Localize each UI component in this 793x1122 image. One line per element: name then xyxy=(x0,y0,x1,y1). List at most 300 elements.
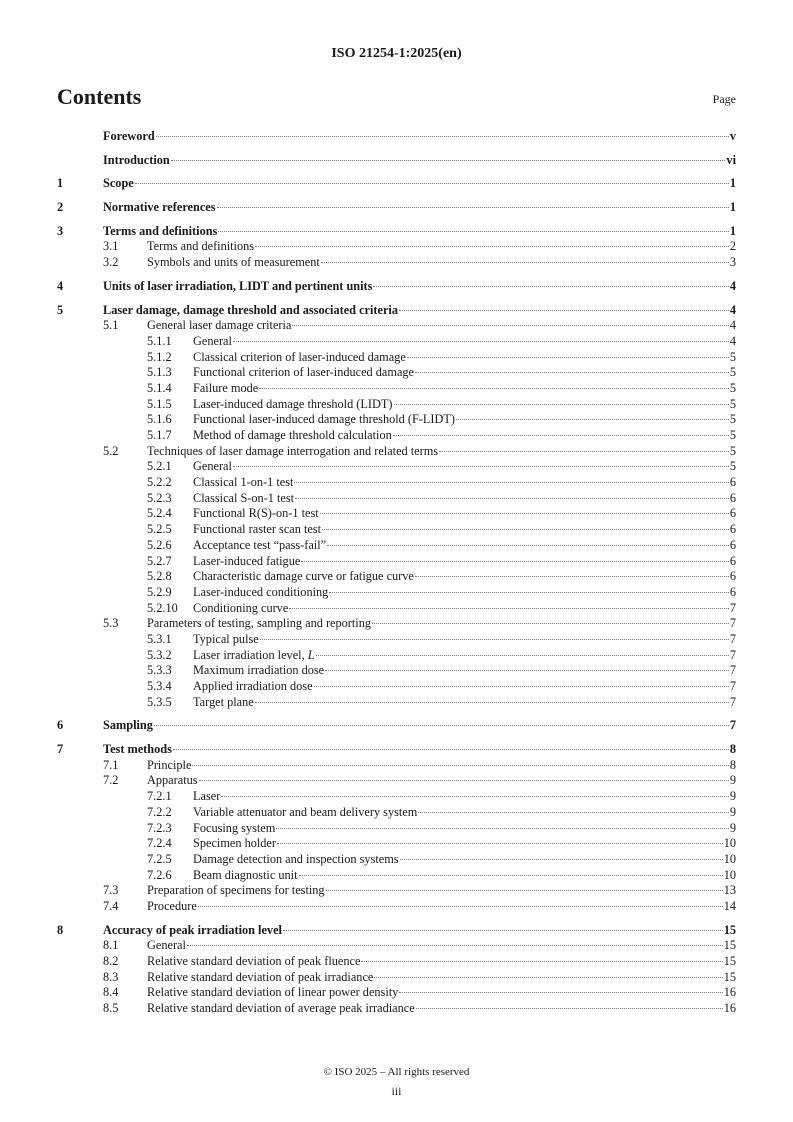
toc-entry-page: 5 xyxy=(729,380,736,395)
toc-entry-number: 7.2.4 xyxy=(147,836,172,851)
toc-entry-title-text: Laser-induced conditioning xyxy=(193,584,329,599)
toc-entry[interactable] xyxy=(57,318,736,334)
dot-leader xyxy=(325,670,729,671)
dot-leader xyxy=(295,498,729,499)
toc-entry-title-text: Relative standard deviation of peak fluence xyxy=(147,954,361,968)
toc-entry-number: 3.2 xyxy=(103,255,119,270)
toc-entry-page: 1 xyxy=(729,176,736,191)
toc-entry[interactable] xyxy=(57,129,736,145)
toc-entry-title xyxy=(147,899,197,915)
dot-leader xyxy=(289,608,729,609)
toc-entry-number: 5.2.2 xyxy=(147,475,172,490)
toc-entry-number: 8.3 xyxy=(103,969,119,984)
toc-entry-title xyxy=(147,985,398,1001)
dot-leader xyxy=(374,977,722,978)
toc-entry[interactable] xyxy=(57,616,736,632)
toc-entry-title-text: Variable attenuator and beam delivery system xyxy=(193,804,418,819)
toc-entry[interactable] xyxy=(57,899,736,915)
dot-leader xyxy=(135,183,729,184)
toc-entry-title-text: General xyxy=(193,459,232,474)
toc-entry-number: 8.1 xyxy=(103,938,119,953)
toc-entry-page: 9 xyxy=(729,773,736,788)
toc-entry-title-text: Test methods xyxy=(103,742,172,757)
dot-leader xyxy=(260,639,729,640)
dot-leader xyxy=(217,207,729,208)
dot-leader xyxy=(372,623,729,624)
toc-entry-page: 4 xyxy=(729,318,736,333)
toc-entry-title-text: General xyxy=(193,333,232,348)
toc-entry-title-text: Classical criterion of laser-induced damage xyxy=(193,349,406,364)
toc-entry-title-text: Applied irradiation dose xyxy=(193,679,313,693)
dot-leader xyxy=(415,372,729,373)
toc-entry-number: 5.3.2 xyxy=(147,647,172,662)
toc-entry-title xyxy=(193,554,300,570)
toc-entry-title xyxy=(193,538,326,554)
toc-entry-number: 7.3 xyxy=(103,883,119,898)
dot-leader xyxy=(320,513,729,514)
toc-entry-page: 7 xyxy=(729,647,736,662)
toc-entry[interactable] xyxy=(57,601,736,617)
toc-entry-number: 7.4 xyxy=(103,898,119,913)
toc-entry-title-text: Specimen holder xyxy=(193,836,276,851)
toc-entry-number: 5.2.3 xyxy=(147,490,172,505)
toc-entry-title-text: Typical pulse xyxy=(193,631,259,646)
toc-entry-number: 5.3.4 xyxy=(147,679,172,693)
toc-entry-number: 7.2.2 xyxy=(147,804,172,819)
toc-entry-page: 7 xyxy=(729,679,736,693)
toc-entry[interactable] xyxy=(57,224,736,240)
toc-entry-title xyxy=(193,365,414,381)
dot-leader xyxy=(316,655,729,656)
toc-entry[interactable] xyxy=(57,954,736,970)
toc-entry-title xyxy=(193,821,275,837)
toc-entry-page: 6 xyxy=(729,506,736,521)
toc-entry-page: 5 xyxy=(729,396,736,411)
toc-entry-title-text: Maximum irradiation dose xyxy=(193,663,325,678)
toc-entry-number: 5.2.7 xyxy=(147,553,172,568)
toc-entry-title-text: Sampling xyxy=(103,718,153,733)
toc-entry[interactable] xyxy=(57,758,736,774)
toc-entry-page: 7 xyxy=(729,600,736,615)
dot-leader xyxy=(218,231,729,232)
toc-entry-title xyxy=(193,601,288,617)
toc-entry-number: 3 xyxy=(57,223,64,238)
toc-entry-title-text: Relative standard deviation of average peak irradiance xyxy=(147,1001,415,1016)
toc-entry-page: 5 xyxy=(729,349,736,364)
toc-entry-page: 6 xyxy=(729,490,736,505)
toc-entry[interactable] xyxy=(57,239,736,255)
dot-leader xyxy=(255,246,729,247)
toc-entry-title xyxy=(193,428,392,444)
dot-leader xyxy=(156,136,729,137)
toc-entry-title xyxy=(147,255,320,271)
toc-entry-number: 5.2.9 xyxy=(147,584,172,599)
toc-entry-page: 6 xyxy=(729,569,736,584)
toc-entry[interactable] xyxy=(57,176,736,192)
toc-entry-number: 7.2.1 xyxy=(147,789,172,804)
toc-entry-title xyxy=(193,381,258,397)
toc-entry-page: 3 xyxy=(729,255,736,270)
dot-leader xyxy=(199,780,729,781)
dot-leader xyxy=(154,725,729,726)
toc-entry-number: 7.1 xyxy=(103,757,119,772)
toc-entry-page: 9 xyxy=(729,789,736,804)
toc-entry[interactable] xyxy=(57,412,736,428)
toc-entry-title xyxy=(193,679,313,695)
toc-entry-page: 6 xyxy=(729,522,736,537)
toc-entry-page: 5 xyxy=(729,365,736,380)
toc-entry[interactable] xyxy=(57,459,736,475)
toc-entry-page: 10 xyxy=(723,836,736,851)
toc-entry[interactable] xyxy=(57,742,736,758)
toc-entry-page: 1 xyxy=(729,223,736,238)
toc-entry-number: 6 xyxy=(57,718,64,733)
toc-entry-page: 15 xyxy=(723,938,736,953)
document-header: ISO 21254-1:2025(en) xyxy=(331,46,462,61)
toc-entry[interactable] xyxy=(57,695,736,711)
toc-entry-title-text: Laser xyxy=(193,789,221,804)
toc-entry-title-text: Failure mode xyxy=(193,380,259,395)
dot-leader xyxy=(299,875,723,876)
toc-entry-title-text: Acceptance test “pass-fail” xyxy=(193,537,327,552)
toc-entry[interactable] xyxy=(57,569,736,585)
toc-entry-page: 16 xyxy=(723,1001,736,1016)
toc-entry-number: 5 xyxy=(57,302,64,317)
dot-leader xyxy=(314,686,729,687)
toc-entry-number: 7.2.6 xyxy=(147,867,172,882)
toc-entry-page: 15 xyxy=(723,969,736,984)
toc-entry[interactable] xyxy=(57,491,736,507)
toc-entry-title-text: Functional laser-induced damage threshold (F-LIDT) xyxy=(193,412,456,427)
toc-entry-title-text: Laser-induced fatigue xyxy=(193,553,301,568)
toc-entry-page: 13 xyxy=(723,883,736,898)
toc-entry-title-text: Terms and definitions xyxy=(147,239,255,254)
toc-entry-page: 7 xyxy=(729,663,736,678)
toc-entry[interactable] xyxy=(57,200,736,216)
toc-entry-title xyxy=(147,318,291,334)
toc-entry-number: 1 xyxy=(57,176,64,191)
toc-entry[interactable] xyxy=(57,506,736,522)
toc-entry-page: 16 xyxy=(723,985,736,1000)
toc-entry[interactable] xyxy=(57,350,736,366)
page-number: iii xyxy=(391,1084,402,1098)
toc-entry-number: 5.1.1 xyxy=(147,333,172,348)
toc-entry-title-text: Scope xyxy=(103,176,134,191)
toc-entry-page: 10 xyxy=(723,851,736,866)
dot-leader xyxy=(171,160,726,161)
toc-entry-title-text: Classical S-on-1 test xyxy=(193,490,295,505)
toc-entry[interactable] xyxy=(57,718,736,734)
toc-entry-title xyxy=(193,522,321,538)
dot-leader xyxy=(329,592,729,593)
toc-entry-title-text: Preparation of specimens for testing xyxy=(147,883,325,898)
toc-entry-title-text: Characteristic damage curve or fatigue curve xyxy=(193,569,414,584)
toc-entry-page: 6 xyxy=(729,584,736,599)
toc-entry-title-text: Units of laser irradiation, LIDT and pertinent units xyxy=(103,278,373,293)
toc-entry[interactable] xyxy=(57,279,736,295)
dot-leader xyxy=(326,890,723,891)
toc-entry-page: 8 xyxy=(729,757,736,772)
toc-entry[interactable] xyxy=(57,365,736,381)
toc-entry-number: 8.5 xyxy=(103,1001,119,1016)
dot-leader xyxy=(393,435,729,436)
toc-entry[interactable] xyxy=(57,852,736,868)
toc-entry-title-text: Laser irradiation level, xyxy=(193,647,308,662)
toc-entry[interactable] xyxy=(57,985,736,1001)
toc-entry-title xyxy=(193,569,414,585)
toc-entry-title xyxy=(147,970,373,986)
toc-entry-title xyxy=(147,954,360,970)
dot-leader xyxy=(259,388,729,389)
dot-leader xyxy=(399,992,722,993)
toc-entry-title xyxy=(103,923,282,939)
toc-entry-title-text: Laser damage, damage threshold and associated criteria xyxy=(103,302,398,317)
toc-entry-page: 4 xyxy=(729,302,736,317)
toc-entry[interactable] xyxy=(57,836,736,852)
toc-entry-page: 10 xyxy=(723,867,736,882)
toc-entry-page: vi xyxy=(726,152,736,167)
toc-entry-title xyxy=(147,758,191,774)
toc-entry-number: 8.2 xyxy=(103,954,119,968)
toc-entry-page: 7 xyxy=(729,694,736,709)
dot-leader xyxy=(327,545,729,546)
dot-leader xyxy=(294,482,728,483)
toc-entry-title xyxy=(147,1001,415,1017)
toc-entry-number: 5.2.5 xyxy=(147,522,172,537)
toc-entry[interactable] xyxy=(57,334,736,350)
toc-entry-title-text: Target plane xyxy=(193,694,254,709)
dot-leader xyxy=(255,702,729,703)
toc-entry[interactable] xyxy=(57,679,736,695)
toc-entry[interactable] xyxy=(57,475,736,491)
toc-entry-page: v xyxy=(729,129,736,143)
toc-entry[interactable] xyxy=(57,255,736,271)
toc-entry-title xyxy=(193,695,254,711)
toc-entry-title xyxy=(147,616,371,632)
toc-entry[interactable] xyxy=(57,663,736,679)
toc-entry-title xyxy=(193,852,399,868)
toc-entry-title xyxy=(147,239,254,255)
toc-entry-page: 5 xyxy=(729,443,736,458)
toc-entry-page: 9 xyxy=(729,820,736,835)
dot-leader xyxy=(301,561,729,562)
toc-entry[interactable] xyxy=(57,648,736,664)
toc-entry-number: 7.2.5 xyxy=(147,851,172,866)
dot-leader xyxy=(173,749,729,750)
toc-entry-number: 5.1.2 xyxy=(147,349,172,364)
toc-entry-title xyxy=(103,718,153,734)
toc-entry-number: 7.2.3 xyxy=(147,820,172,835)
toc-entry-title xyxy=(193,836,276,852)
page-column-label: Page xyxy=(712,92,736,106)
toc-entry-title xyxy=(193,805,417,821)
toc-entry-title-text: Functional criterion of laser-induced damage xyxy=(193,365,415,380)
toc-entry-title xyxy=(103,153,170,169)
toc-entry-title-text: Damage detection and inspection systems xyxy=(193,851,399,866)
toc-entry-title xyxy=(103,303,398,319)
toc-entry-title xyxy=(193,506,319,522)
dot-leader xyxy=(192,765,728,766)
toc-entry[interactable] xyxy=(57,585,736,601)
toc-entry[interactable] xyxy=(57,883,736,899)
toc-entry-number: 5.1.7 xyxy=(147,428,172,442)
page-title: Contents xyxy=(57,84,142,109)
toc-entry-title-text: Classical 1-on-1 test xyxy=(193,475,294,490)
toc-entry-page: 6 xyxy=(729,553,736,568)
toc-entry-number: 5.1.4 xyxy=(147,380,172,395)
toc-entry[interactable] xyxy=(57,938,736,954)
toc-entry-title xyxy=(103,129,155,145)
dot-leader xyxy=(221,796,729,797)
dot-leader xyxy=(373,286,728,287)
toc-entry-number: 5.2.1 xyxy=(147,459,172,474)
toc-entry-number: 5.2.8 xyxy=(147,569,172,584)
toc-entry-page: 15 xyxy=(723,954,736,968)
toc-entry-title-text: General laser damage criteria xyxy=(147,318,292,333)
toc-entry[interactable] xyxy=(57,554,736,570)
toc-entry-number: 8.4 xyxy=(103,985,119,1000)
toc-entry[interactable] xyxy=(57,970,736,986)
dot-leader xyxy=(198,906,723,907)
toc-entry[interactable] xyxy=(57,522,736,538)
toc-entry-title-text: Symbols and units of measurement xyxy=(147,255,320,270)
toc-entry-title-text: Focusing system xyxy=(193,820,276,835)
dot-leader xyxy=(321,262,729,263)
toc-entry-number: 5.3 xyxy=(103,616,119,631)
dot-leader xyxy=(276,828,729,829)
dot-leader xyxy=(456,419,729,420)
toc-entry-page: 8 xyxy=(729,742,736,757)
dot-leader xyxy=(439,451,729,452)
toc-entry-page: 14 xyxy=(723,898,736,913)
toc-entry-number: 5.3.5 xyxy=(147,694,172,709)
toc-entry-title-text: Laser-induced damage threshold (LIDT) xyxy=(193,396,393,411)
toc-entry-title xyxy=(147,883,325,899)
toc-entry-title xyxy=(193,632,259,648)
toc-entry-number: 5.3.3 xyxy=(147,663,172,678)
toc-entry-title-text: Relative standard deviation of peak irradiance xyxy=(147,969,374,984)
copyright-footer: © ISO 2025 – All rights reserved xyxy=(323,1066,470,1078)
dot-leader xyxy=(400,859,723,860)
dot-leader xyxy=(416,1008,723,1009)
toc-entry-title xyxy=(193,475,293,491)
toc-entry-page: 7 xyxy=(729,718,736,733)
toc-entry[interactable] xyxy=(57,538,736,554)
toc-entry[interactable] xyxy=(57,805,736,821)
dot-leader xyxy=(394,404,729,405)
toc-entry-title-text: Procedure xyxy=(147,898,197,913)
toc-entry-number: 3.1 xyxy=(103,239,119,254)
toc-entry-page: 15 xyxy=(723,922,736,937)
dot-leader xyxy=(322,529,729,530)
toc-entry-number: 8 xyxy=(57,922,64,937)
toc-entry-page: 4 xyxy=(729,278,736,293)
toc-entry[interactable] xyxy=(57,381,736,397)
toc-entry-page: 4 xyxy=(729,333,736,348)
toc-entry-title-text: Parameters of testing, sampling and reporting xyxy=(147,616,372,631)
toc-entry-page: 1 xyxy=(729,200,736,215)
toc-entry-title-text: Functional raster scan test xyxy=(193,522,322,537)
toc-entry-title xyxy=(193,350,406,366)
toc-entry-number: 5.2 xyxy=(103,443,119,458)
dot-leader xyxy=(277,843,723,844)
toc-entry-title xyxy=(193,868,298,884)
toc-entry-number: 7 xyxy=(57,742,64,757)
toc-entry-number: 5.2.10 xyxy=(147,600,178,615)
toc-entry[interactable] xyxy=(57,153,736,169)
toc-entry-title-italic: L xyxy=(307,647,315,662)
toc-entry-page: 2 xyxy=(729,239,736,254)
toc-entry[interactable] xyxy=(57,773,736,789)
toc-entry-number: 2 xyxy=(57,200,64,215)
toc-entry[interactable] xyxy=(57,632,736,648)
toc-entry[interactable] xyxy=(57,1001,736,1017)
dot-leader xyxy=(187,945,723,946)
dot-leader xyxy=(292,325,728,326)
toc-entry-title-text: Normative references xyxy=(103,200,216,215)
dot-leader xyxy=(407,357,729,358)
dot-leader xyxy=(418,812,729,813)
toc-entry-page: 6 xyxy=(729,537,736,552)
toc-entry-number: 4 xyxy=(57,278,64,293)
toc-entry-number: 5.1.6 xyxy=(147,412,172,427)
toc-entry[interactable] xyxy=(57,397,736,413)
toc-entry-title xyxy=(147,444,438,460)
toc-entry-page: 7 xyxy=(729,631,736,646)
toc-entry-title-text: Conditioning curve xyxy=(193,600,289,615)
toc-entry-title-text: Introduction xyxy=(103,152,170,167)
toc-entry-number: 5.1.5 xyxy=(147,396,172,411)
toc-entry[interactable] xyxy=(57,868,736,884)
dot-leader xyxy=(399,310,729,311)
toc-entry-page: 6 xyxy=(729,475,736,490)
toc-entry-title-text: Accuracy of peak irradiation level xyxy=(103,922,282,937)
toc-entry-title-text: Foreword xyxy=(103,129,155,143)
dot-leader xyxy=(283,930,723,931)
dot-leader xyxy=(415,576,729,577)
toc-entry[interactable] xyxy=(57,789,736,805)
toc-entry-number: 5.2.4 xyxy=(147,506,172,521)
toc-entry-title-text: Terms and definitions xyxy=(103,223,218,238)
toc-entry-title-text: Beam diagnostic unit xyxy=(193,867,298,882)
toc-entry-title xyxy=(193,648,315,664)
toc-entry[interactable] xyxy=(57,444,736,460)
toc-entry-title xyxy=(103,279,372,295)
toc-entry[interactable] xyxy=(57,428,736,444)
dot-leader xyxy=(361,961,722,962)
toc-entry[interactable] xyxy=(57,821,736,837)
toc-entry-title-text: General xyxy=(147,938,186,953)
toc-entry-title xyxy=(193,412,455,428)
toc-entry-title xyxy=(103,224,217,240)
toc-entry-page: 9 xyxy=(729,804,736,819)
toc-entry-title xyxy=(193,459,232,475)
toc-entry-page: 5 xyxy=(729,428,736,442)
toc-entry-title xyxy=(193,397,393,413)
toc-entry[interactable] xyxy=(57,923,736,939)
toc-entry-title xyxy=(193,334,232,350)
toc-entry[interactable] xyxy=(57,303,736,319)
toc-entry-number: 5.3.1 xyxy=(147,631,172,646)
toc-entry-number: 5.1.3 xyxy=(147,365,172,380)
dot-leader xyxy=(233,341,729,342)
toc-entry-title xyxy=(147,938,186,954)
toc-entry-number: 5.1 xyxy=(103,318,119,333)
toc-entry-title-text: Principle xyxy=(147,757,192,772)
toc-entry-page: 5 xyxy=(729,412,736,427)
toc-entry-title xyxy=(147,773,198,789)
toc-entry-title xyxy=(103,176,134,192)
